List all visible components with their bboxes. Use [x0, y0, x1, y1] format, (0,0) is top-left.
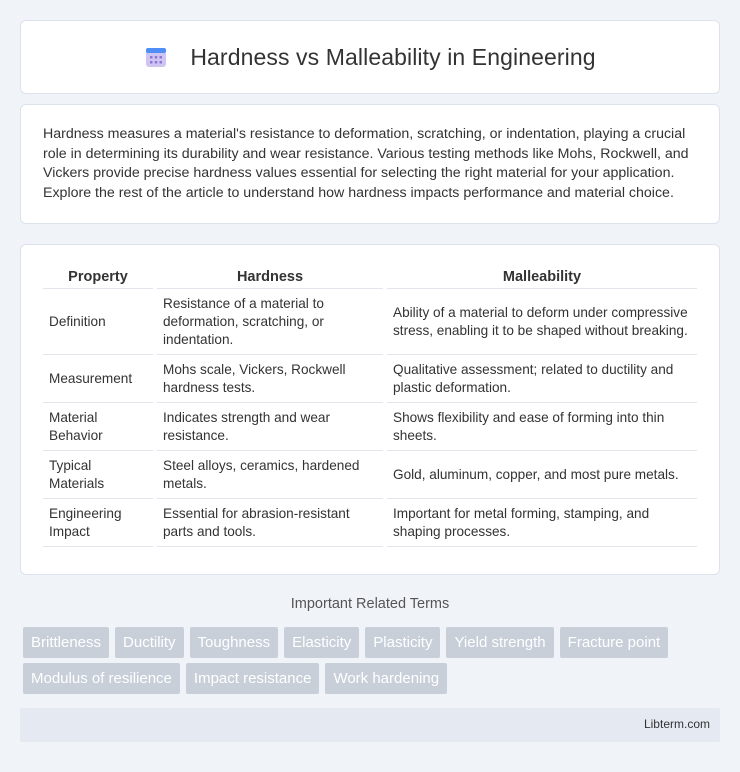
intro-card	[20, 104, 720, 224]
tag-impact-resistance[interactable]: Impact resistance	[186, 663, 320, 694]
comparison-table-card	[20, 244, 720, 575]
table-cell: Qualitative assessment; related to ductility and plastic deformation.	[387, 355, 697, 403]
table-row	[43, 499, 697, 547]
table-cell: Indicates strength and wear resistance.	[157, 403, 383, 451]
table-row	[43, 403, 697, 451]
table-cell: Mohs scale, Vickers, Rockwell hardness tests.	[157, 355, 383, 403]
table-cell: Resistance of a material to deformation, scratching, or indentation.	[157, 289, 383, 355]
tag-ductility[interactable]: Ductility	[115, 627, 184, 658]
tag-plasticity[interactable]: Plasticity	[365, 627, 440, 658]
table-row	[43, 289, 697, 355]
tag-brittleness[interactable]: Brittleness	[23, 627, 109, 658]
related-terms-list	[23, 627, 723, 694]
table-cell: Important for metal forming, stamping, and shaping processes.	[387, 499, 697, 547]
table-header-row	[43, 265, 697, 289]
table-cell: Shows flexibility and ease of forming into thin sheets.	[387, 403, 697, 451]
calendar-grid-icon	[144, 45, 168, 69]
footer-site-link[interactable]: Libterm.com	[643, 717, 710, 731]
related-terms-title: Important Related Terms	[290, 596, 450, 612]
table-cell: Steel alloys, ceramics, hardened metals.	[157, 451, 383, 499]
tag-modulus-of-resilience[interactable]: Modulus of resilience	[23, 663, 180, 694]
table-cell: Gold, aluminum, copper, and most pure metals.	[387, 451, 697, 499]
intro-text: Hardness measures a material's resistance to deformation, scratching, or indentation, playing a crucial role in determining its durability and wear resistance. Various testing methods like Mohs, Rockwell, and Vickers provide precise hardness values essential for selecting the right material for your application. Explore the rest of the article to understand how hardness impacts performance and material choice.	[43, 126, 689, 201]
table-cell: Essential for abrasion-resistant parts and tools.	[157, 499, 383, 547]
header-malleability: Malleability	[387, 265, 697, 289]
footer	[20, 708, 720, 742]
table-cell: Measurement	[43, 355, 153, 403]
header-property: Property	[43, 265, 153, 289]
tag-elasticity[interactable]: Elasticity	[284, 627, 359, 658]
header-card	[20, 20, 720, 94]
table-cell: Ability of a material to deform under compressive stress, enabling it to be shaped without breaking.	[387, 289, 697, 355]
page-title: Hardness vs Malleability in Engineering	[190, 43, 596, 70]
table-cell: Typical Materials	[43, 451, 153, 499]
tag-toughness[interactable]: Toughness	[190, 627, 279, 658]
tag-fracture-point[interactable]: Fracture point	[560, 627, 669, 658]
table-row	[43, 451, 697, 499]
header-hardness: Hardness	[157, 265, 383, 289]
table-cell: Material Behavior	[43, 403, 153, 451]
table-cell: Engineering Impact	[43, 499, 153, 547]
table-cell: Definition	[43, 289, 153, 355]
table-row	[43, 355, 697, 403]
tag-yield-strength[interactable]: Yield strength	[446, 627, 553, 658]
comparison-table	[39, 265, 701, 547]
tag-work-hardening[interactable]: Work hardening	[325, 663, 447, 694]
